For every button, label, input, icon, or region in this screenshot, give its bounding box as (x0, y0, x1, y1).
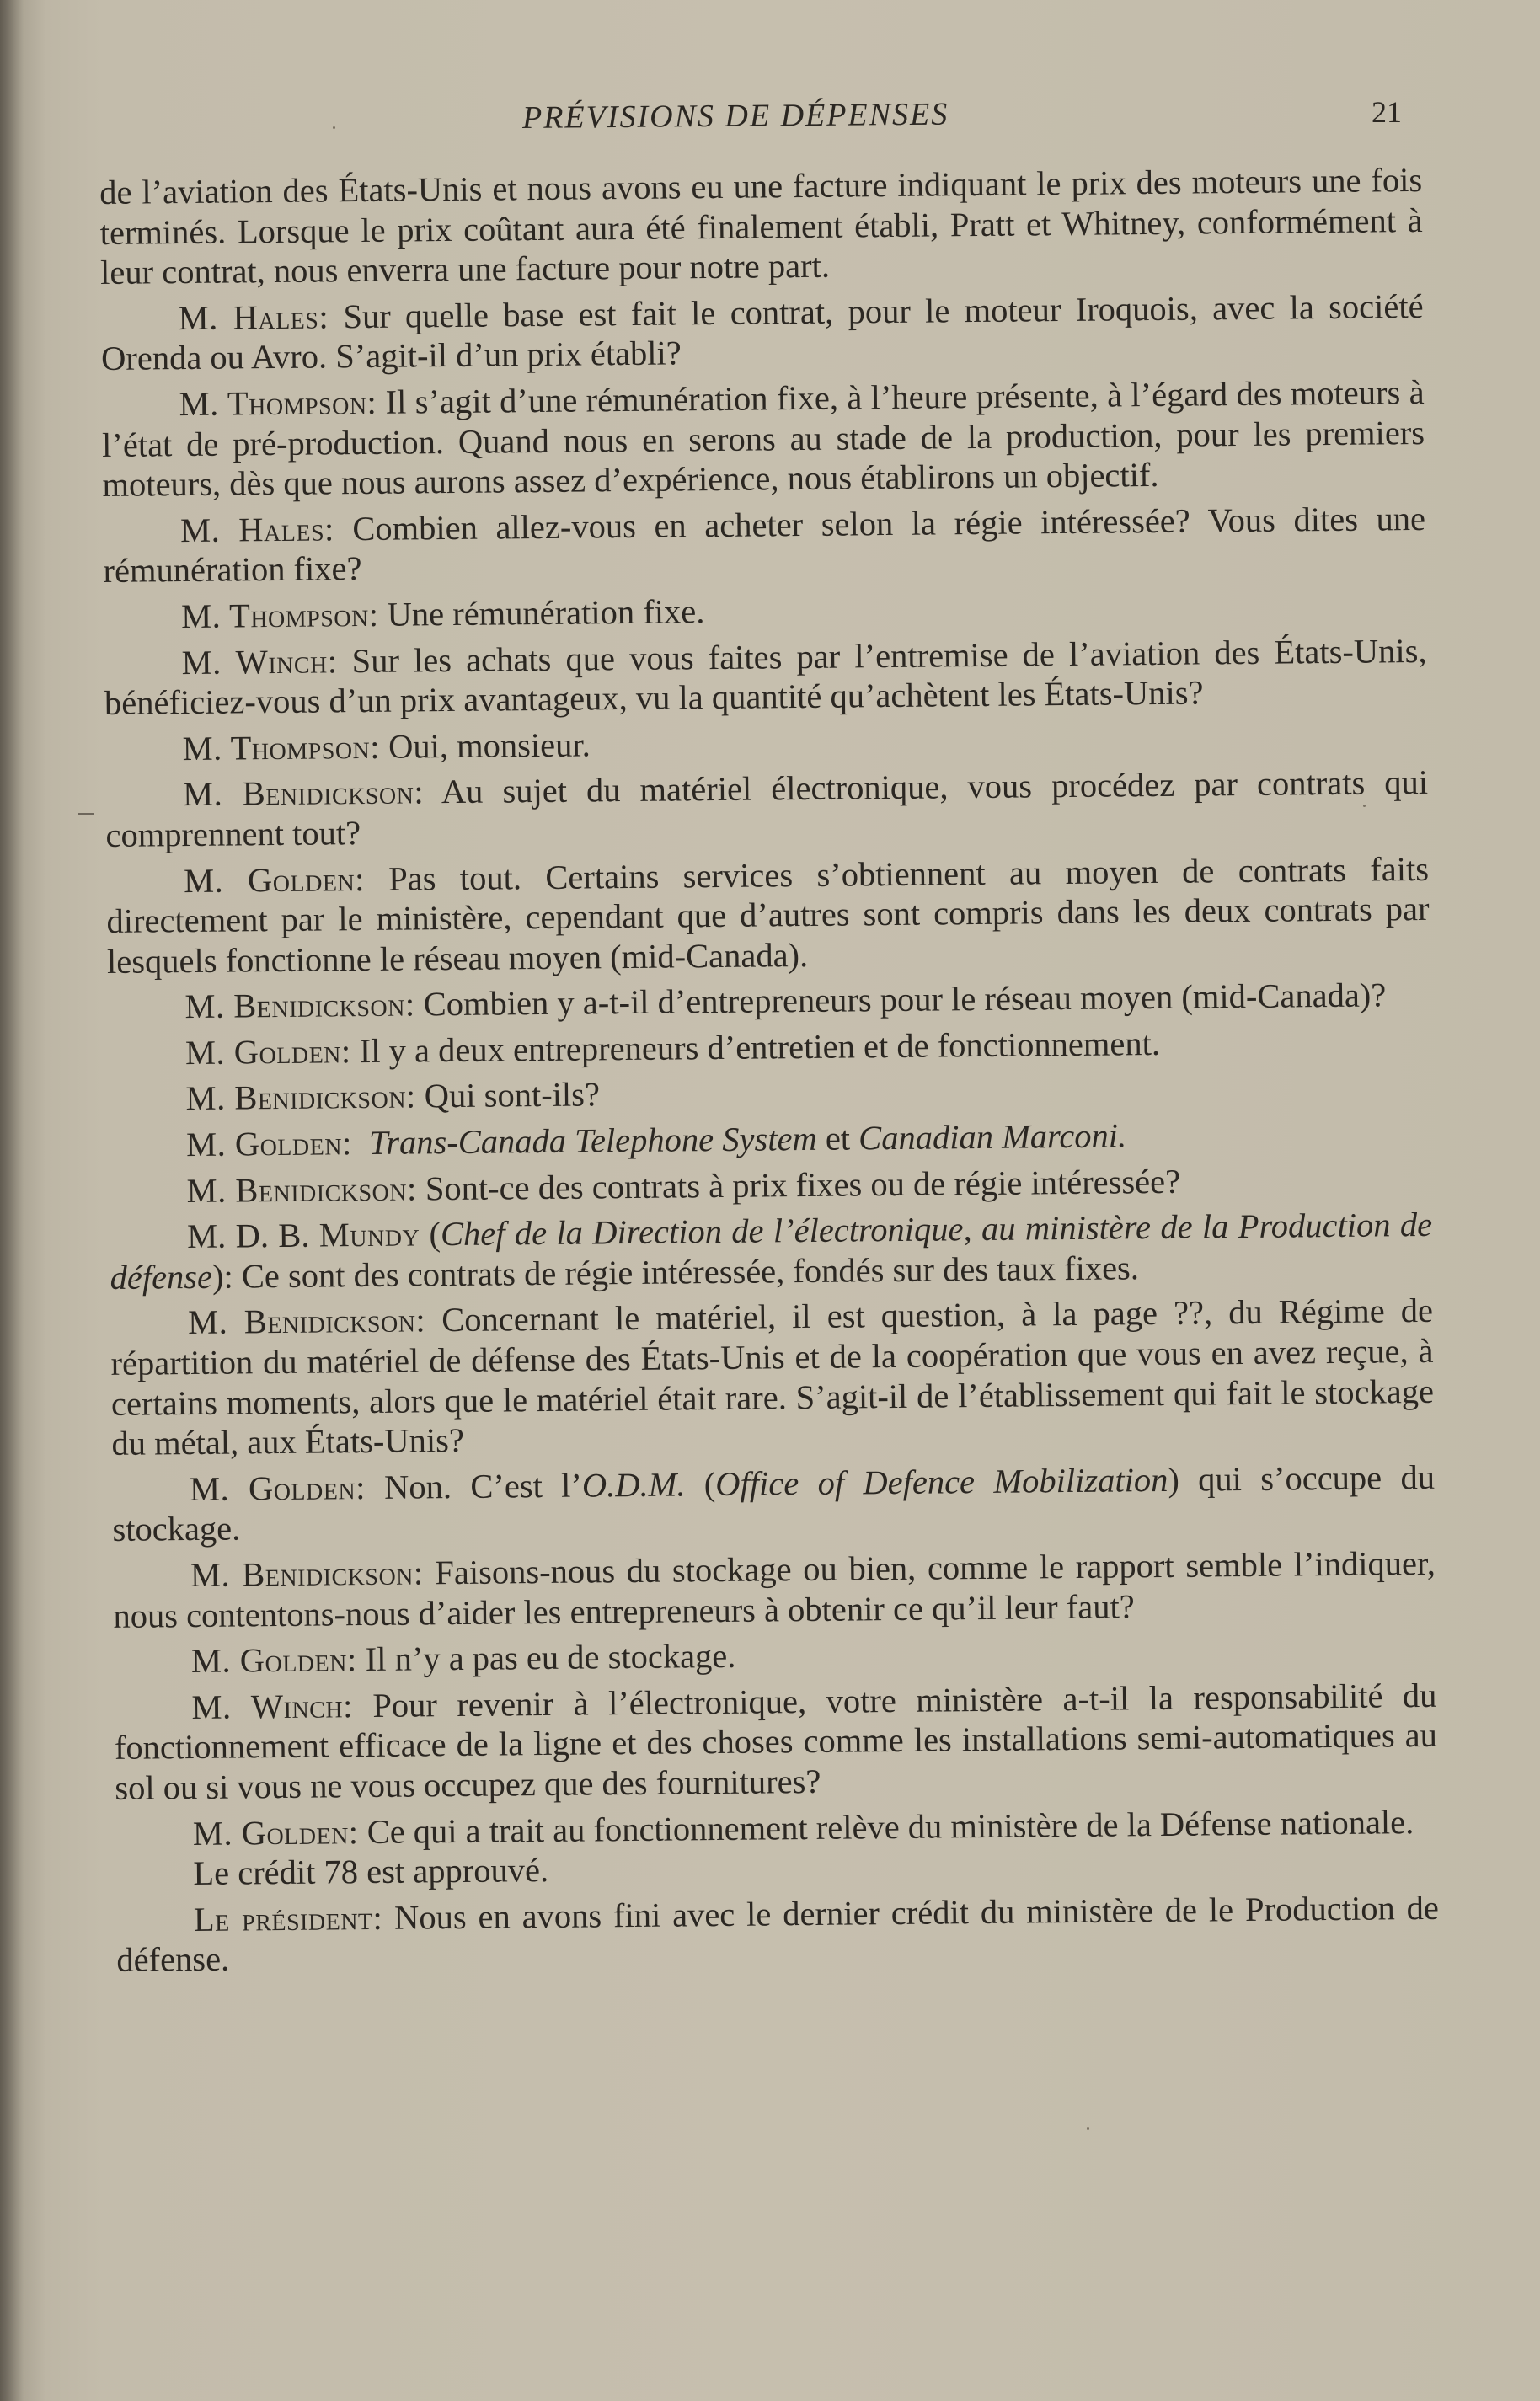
paragraph-benidickson-4 (109, 1159, 1431, 1212)
speaker-name: M. Winch: (191, 1686, 354, 1726)
paragraph-text: Il y a deux entrepreneurs d’entretien et de fonctionnement. (359, 1024, 1161, 1070)
paragraph-text: Concernant le matériel, il est question, à la page ??, du Régime de répartition du matériel de défense des États-Unis et de la coopération que vous en avez reçue, à certains moments, alors que le matériel était rare. S’agit-il de l’établissement qui fait le stockage du métal, aux États-Unis? (110, 1291, 1435, 1463)
paragraph-benidickson-6 (113, 1543, 1436, 1636)
company-name: Canadian Marconi. (858, 1116, 1127, 1158)
paragraph-text: Sur quelle base est fait le contrat, pour le moteur Iroquois, avec la société Orenda ou Avro. S’agit-il d’un prix établi? (100, 286, 1424, 378)
paragraph-text: Non. C’est l’ (383, 1466, 583, 1506)
paragraph-president (116, 1888, 1440, 1981)
paragraph-benidickson-1 (105, 762, 1429, 855)
paper-speck (333, 126, 335, 129)
paragraph-hales-1 (100, 286, 1424, 379)
speaker-prefix: M. D. B. (186, 1216, 310, 1256)
paragraph-text: ) qui s’occupe du stockage. (112, 1457, 1436, 1549)
paragraph-thompson-2 (104, 585, 1426, 638)
speaker-name: M. Benidickson: (185, 1077, 416, 1118)
speaker-name: M. Golden: (189, 1468, 366, 1508)
margin-mark (78, 813, 94, 815)
office-name: Office of Defence Mobilization (715, 1460, 1168, 1503)
speaker-name: M. Benidickson: (182, 773, 425, 814)
paragraph-golden-1 (106, 848, 1430, 981)
paragraph-golden-4 (112, 1457, 1436, 1550)
paragraph-benidickson-5 (110, 1291, 1435, 1463)
paragraph-text: Il s’agit d’une rémunération fixe, à l’heure présente, à l’égard des moteurs à l’état de pré-production. Quand nous en serons au stade de la production, pour les premiers moteurs, dès que nous aurons assez d’expérience, nous établirons un objectif. (101, 372, 1425, 505)
speaker-name: M. Golden: (183, 859, 366, 900)
conjunction: et (825, 1119, 851, 1158)
open-paren: ( (703, 1464, 716, 1503)
paragraph-golden-5 (114, 1629, 1436, 1682)
speaker-name: M. Thompson: (182, 727, 381, 767)
speaker-name: M. Golden: (190, 1640, 357, 1681)
transcript-body (99, 160, 1440, 1987)
paragraph-mundy-1 (110, 1205, 1433, 1297)
paragraph-text: Ce sont des contrats de régie intéressée, fondés sur des taux fixes. (241, 1249, 1140, 1296)
paragraph-text: Le crédit 78 est approuvé. (193, 1851, 549, 1893)
speaker-name: Le président: (193, 1898, 383, 1938)
paragraph-text: Une rémunération fixe. (387, 592, 705, 634)
paragraph-text: Sur les achats que vous faites par l’entremise de l’aviation des États-Unis, bénéficiez-vous d’un prix avantageux, vu la quantité qu’achètent les États-Unis? (104, 631, 1427, 723)
speaker-name: M. Winch: (181, 641, 338, 682)
paragraph-text: Combien y a-t-il d’entrepreneurs pour le réseau moyen (mid-Canada)? (423, 976, 1387, 1024)
speaker-name: M. Benidickson: (190, 1553, 424, 1595)
speaker-name: M. Benidickson: (184, 985, 415, 1026)
paragraph-text: de l’aviation des États-Unis et nous avons eu une facture indiquant le prix des moteurs une fois terminés. Lorsque le prix coûtant aura été finalement établi, Pratt et Whitney, conformément à leur contrat, nous enverra une facture pour notre part. (99, 160, 1423, 292)
abbreviation: O.D.M. (581, 1465, 686, 1505)
running-title: PRÉVISIONS DE DÉPENSES (521, 96, 949, 136)
paragraph-continuation (99, 160, 1423, 293)
speaker-name: M. Golden: (184, 1032, 351, 1072)
page-header (0, 94, 1540, 145)
speaker-name: M. Hales: (179, 510, 335, 549)
paragraph-text: Oui, monsieur. (388, 725, 591, 766)
paragraph-text: Pour revenir à l’électronique, votre ministère a-t-il la responsabilité du fonctionnement efficace de la ligne et des choses comme les installations semi-automatiques au sol ou si vous ne vous occupez que des fournitures? (114, 1676, 1438, 1807)
speaker-name: M. Thompson: (179, 382, 377, 424)
paragraph-text: Qui sont-ils? (424, 1075, 601, 1115)
paragraph-text: Combien allez-vous en acheter selon la régie intéressée? Vous dites une rémunération fixe? (103, 499, 1426, 591)
paragraph-benidickson-3 (108, 1067, 1430, 1120)
page-number: 21 (1372, 95, 1402, 129)
close-paren: ): (211, 1257, 234, 1296)
speaker-name: M. Benidickson: (186, 1169, 417, 1210)
paragraph-winch-2 (114, 1676, 1437, 1809)
paragraph-text: Il n’y a pas eu de stockage. (365, 1637, 736, 1679)
paragraph-thompson-1 (101, 372, 1425, 505)
paragraph-hales-2 (103, 499, 1426, 591)
speaker-name: M. Thompson: (180, 595, 379, 636)
paper-speck (1087, 2127, 1089, 2130)
paragraph-text: Nous en avons fini avec le dernier crédit du ministère de le Production de défense. (116, 1888, 1440, 1980)
speaker-name: M. Benidickson: (187, 1301, 426, 1342)
paragraph-text: Pas tout. Certains services s’obtiennent au moyen de contrats faits directement par le ministère, cependant que d’autres sont compris dans les deux contrats par lesquels fonctionne le réseau moyen (mid-Canada). (106, 849, 1430, 981)
speaker-name: M. Hales: (178, 297, 329, 337)
paragraph-text: Sont-ce des contrats à prix fixes ou de régie intéressée? (425, 1162, 1181, 1207)
paragraph-thompson-3 (104, 717, 1427, 770)
speaker-title: Chef de la Direction de l’électronique, au ministère de la Production de défense (110, 1206, 1433, 1297)
paragraph-benidickson-2 (107, 975, 1430, 1028)
paragraph-text: Au sujet du matériel électronique, vous procédez par contrats qui comprennent tout? (105, 763, 1429, 854)
paragraph-winch-1 (104, 630, 1427, 723)
speaker-name: M. Golden: (185, 1124, 352, 1164)
paragraph-text: Ce qui a trait au fonctionnement relève du ministère de la Défense nationale. (366, 1802, 1414, 1851)
open-paren: ( (429, 1215, 441, 1254)
paragraph-text: Faisons-nous du stockage ou bien, comme le rapport semble l’indiquer, nous contentons-nous d’aider les entrepreneurs à obtenir ce qu’il leur faut? (113, 1543, 1436, 1635)
speaker-name: Mundy (318, 1215, 420, 1254)
company-name: Trans-Canada Telephone System (368, 1119, 817, 1163)
paragraph-golden-2 (108, 1021, 1430, 1074)
paragraph-golden-3 (109, 1113, 1431, 1166)
speaker-name: M. Golden: (192, 1812, 359, 1853)
